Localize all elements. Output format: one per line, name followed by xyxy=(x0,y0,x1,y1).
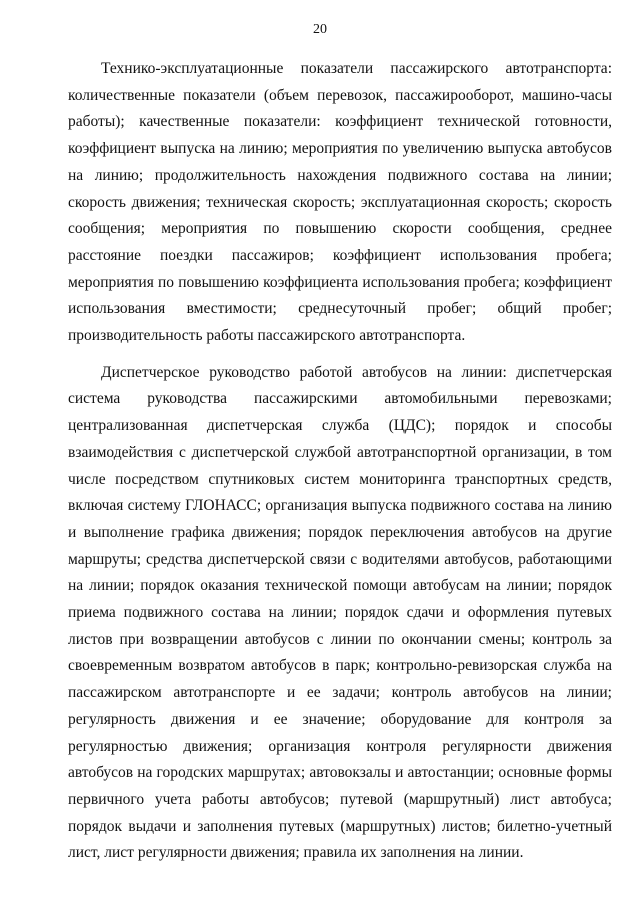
paragraph-performance-indicators: Технико-эксплуатационные показатели пассажирского автотранспорта: количественные показатели (объем перевозок, пассажирооборот, машино-часы работы); качественные показатели: коэффициент технической готовности, коэффициент выпуска на линию; мероприятия по увеличению выпуска автобусов на линию; продолжительность нахождения подвижного состава на линии; скорость движения; техническая скорость; эксплуатационная скорость; скорость сообщения; мероприятия по повышению скорости сообщения, среднее расстояние поездки пассажиров; коэффициент использования пробега; мероприятия по повышению коэффициента использования пробега; коэффициент использования вместимости; среднесуточный пробег; общий пробег; производительность работы пассажирского автотранспорта. xyxy=(68,60,612,345)
page-number: 20 xyxy=(313,22,327,37)
paragraph-dispatch-management: Диспетчерское руководство работой автобусов на линии: диспетчерская система руководства пассажирскими автомобильными перевозками; централизованная диспетчерская служба (ЦДС); порядок и способы взаимодействия с диспетчерской службой автотранспортной организации, в том числе посредством спутниковых систем мониторинга транспортных средств, включая систему ГЛОНАСС; организация выпуска подвижного состава на линию и выполнение графика движения; порядок переключения автобусов на другие маршруты; средства диспетчерской связи с водителями автобусов, работающими на линии; порядок оказания технической помощи автобусам на линии; порядок приема подвижного состава на линии; порядок сдачи и оформления путевых листов при возвращении автобусов с линии по окончании смены; контроль за своевременным возвратом автобусов в парк; контрольно-ревизорская служба на пассажирском автотранспорте и ее задачи; контроль автобусов на линии; регулярность движения и ее значение; оборудование для контроля за регулярностью движения; организация контроля регулярности движения автобусов на городских маршрутах; автовокзалы и автостанции; основные формы первичного учета работы автобусов; путевой (маршрутный) лист автобуса; порядок выдачи и заполнения путевых (маршрутных) листов; билетно-учетный лист, лист регулярности движения; правила их заполнения на линии. xyxy=(68,363,612,862)
document-body xyxy=(68,56,612,867)
